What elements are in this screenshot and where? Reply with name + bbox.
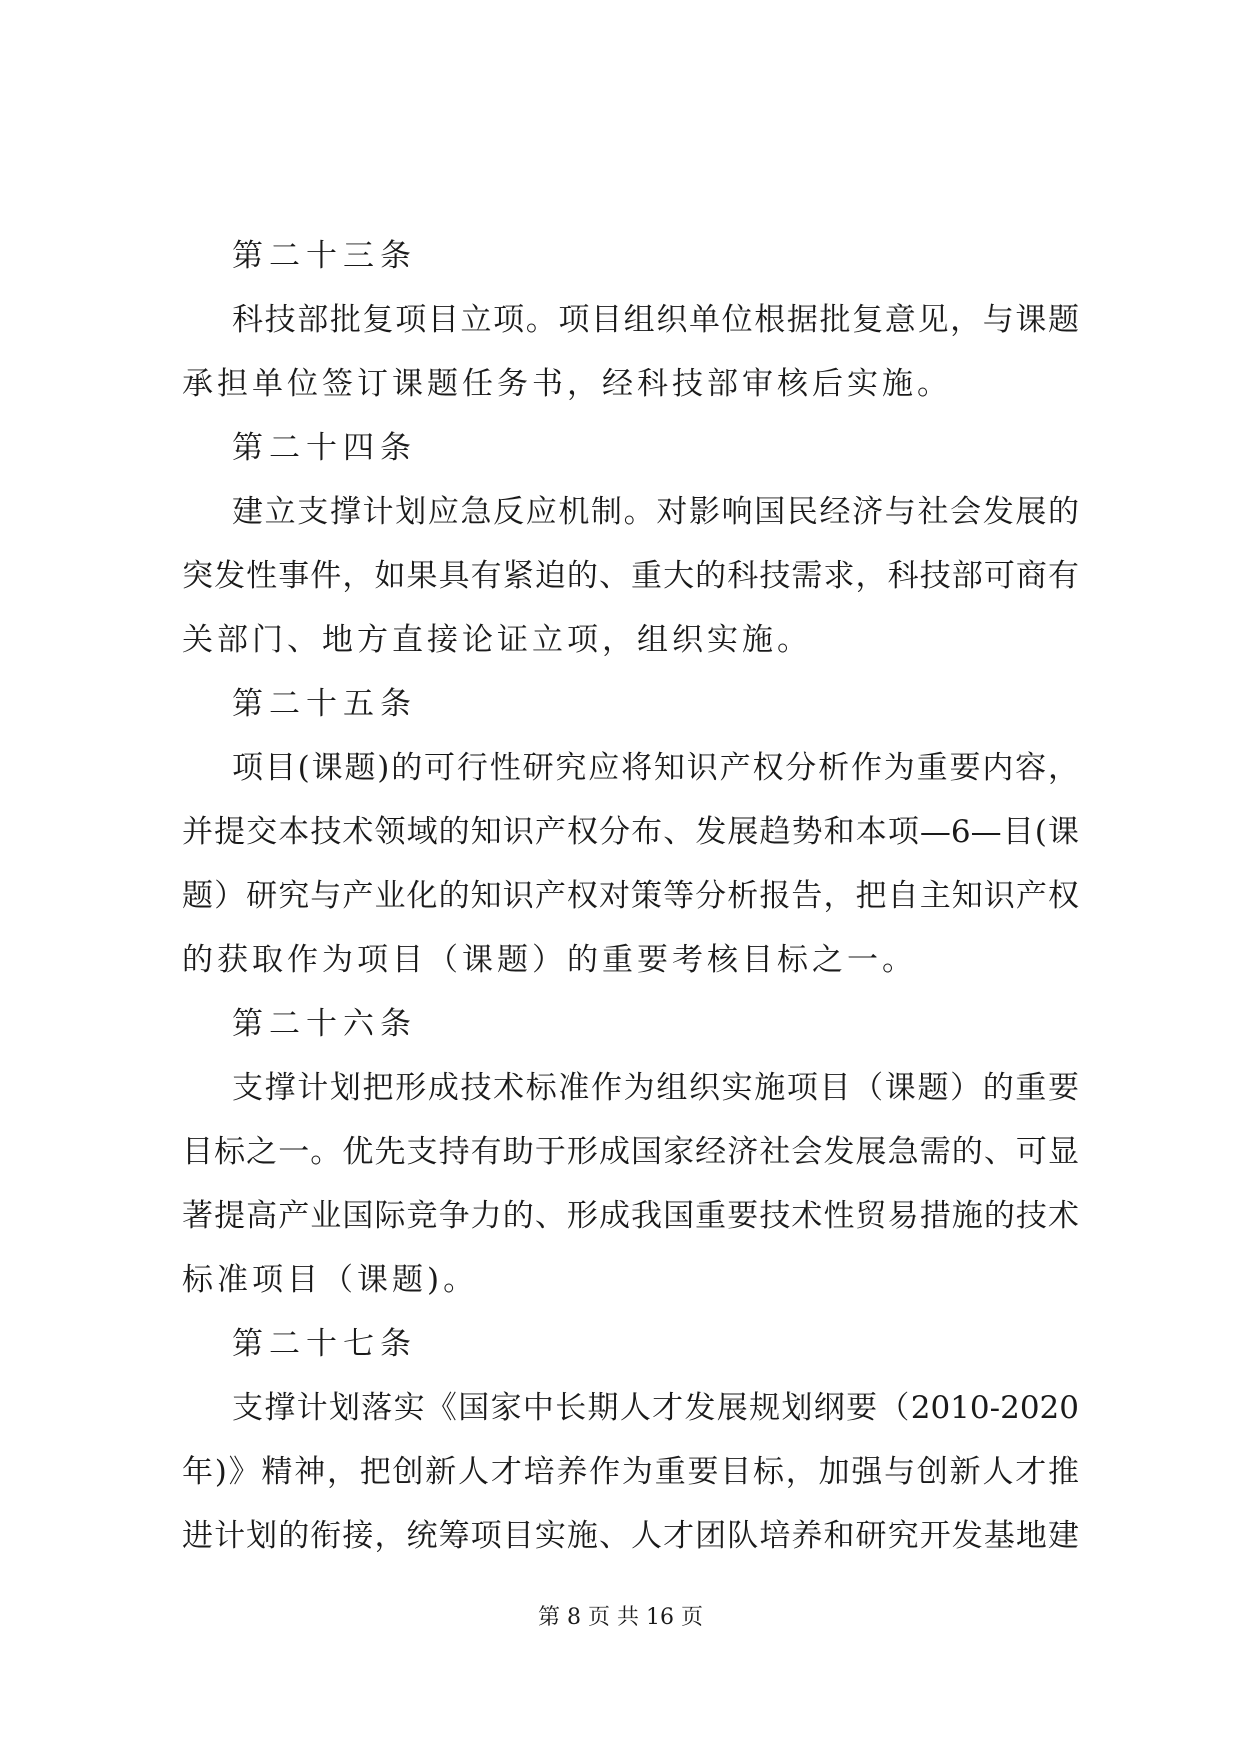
article-heading: 第二十七条	[232, 1326, 417, 1362]
article-text-line: 突发性事件，如果具有紧迫的、重大的科技需求，科技部可商有	[182, 558, 1079, 594]
article-text-line: 的获取作为项目（课题）的重要考核目标之一。	[182, 942, 917, 978]
article-text-line: 承担单位签订课题任务书，经科技部审核后实施。	[182, 366, 952, 402]
article-text-line: 科技部批复项目立项。项目组织单位根据批复意见，与课题	[232, 302, 1079, 338]
article-text-line: 建立支撑计划应急反应机制。对影响国民经济与社会发展的	[232, 494, 1079, 530]
article-heading: 第二十五条	[232, 686, 417, 722]
article-text-line: 年)》精神，把创新人才培养作为重要目标，加强与创新人才推	[182, 1454, 1079, 1490]
article-heading: 第二十四条	[232, 430, 417, 466]
article-text-line: 项目(课题)的可行性研究应将知识产权分析作为重要内容，	[232, 750, 1079, 786]
article-text-line: 著提高产业国际竞争力的、形成我国重要技术性贸易措施的技术	[182, 1198, 1079, 1234]
article-text-line: 支撑计划落实《国家中长期人才发展规划纲要（2010-2020	[232, 1390, 1079, 1426]
article-text-line: 题）研究与产业化的知识产权对策等分析报告，把自主知识产权	[182, 878, 1079, 914]
article-text-line: 并提交本技术领域的知识产权分布、发展趋势和本项—6—目(课	[182, 814, 1079, 850]
article-text-line: 关部门、地方直接论证立项，组织实施。	[182, 622, 812, 658]
article-text-line: 标准项目（课题)。	[182, 1262, 479, 1298]
document-body	[182, 224, 1079, 1568]
article-text-line: 支撑计划把形成技术标准作为组织实施项目（课题）的重要	[232, 1070, 1079, 1106]
article-heading: 第二十六条	[232, 1006, 417, 1042]
page-number-footer: 第 8 页 共 16 页	[538, 1605, 703, 1630]
article-heading: 第二十三条	[232, 238, 417, 274]
article-text-line: 进计划的衔接，统筹项目实施、人才团队培养和研究开发基地建	[182, 1518, 1079, 1554]
article-text-line: 目标之一。优先支持有助于形成国家经济社会发展急需的、可显	[182, 1134, 1079, 1170]
